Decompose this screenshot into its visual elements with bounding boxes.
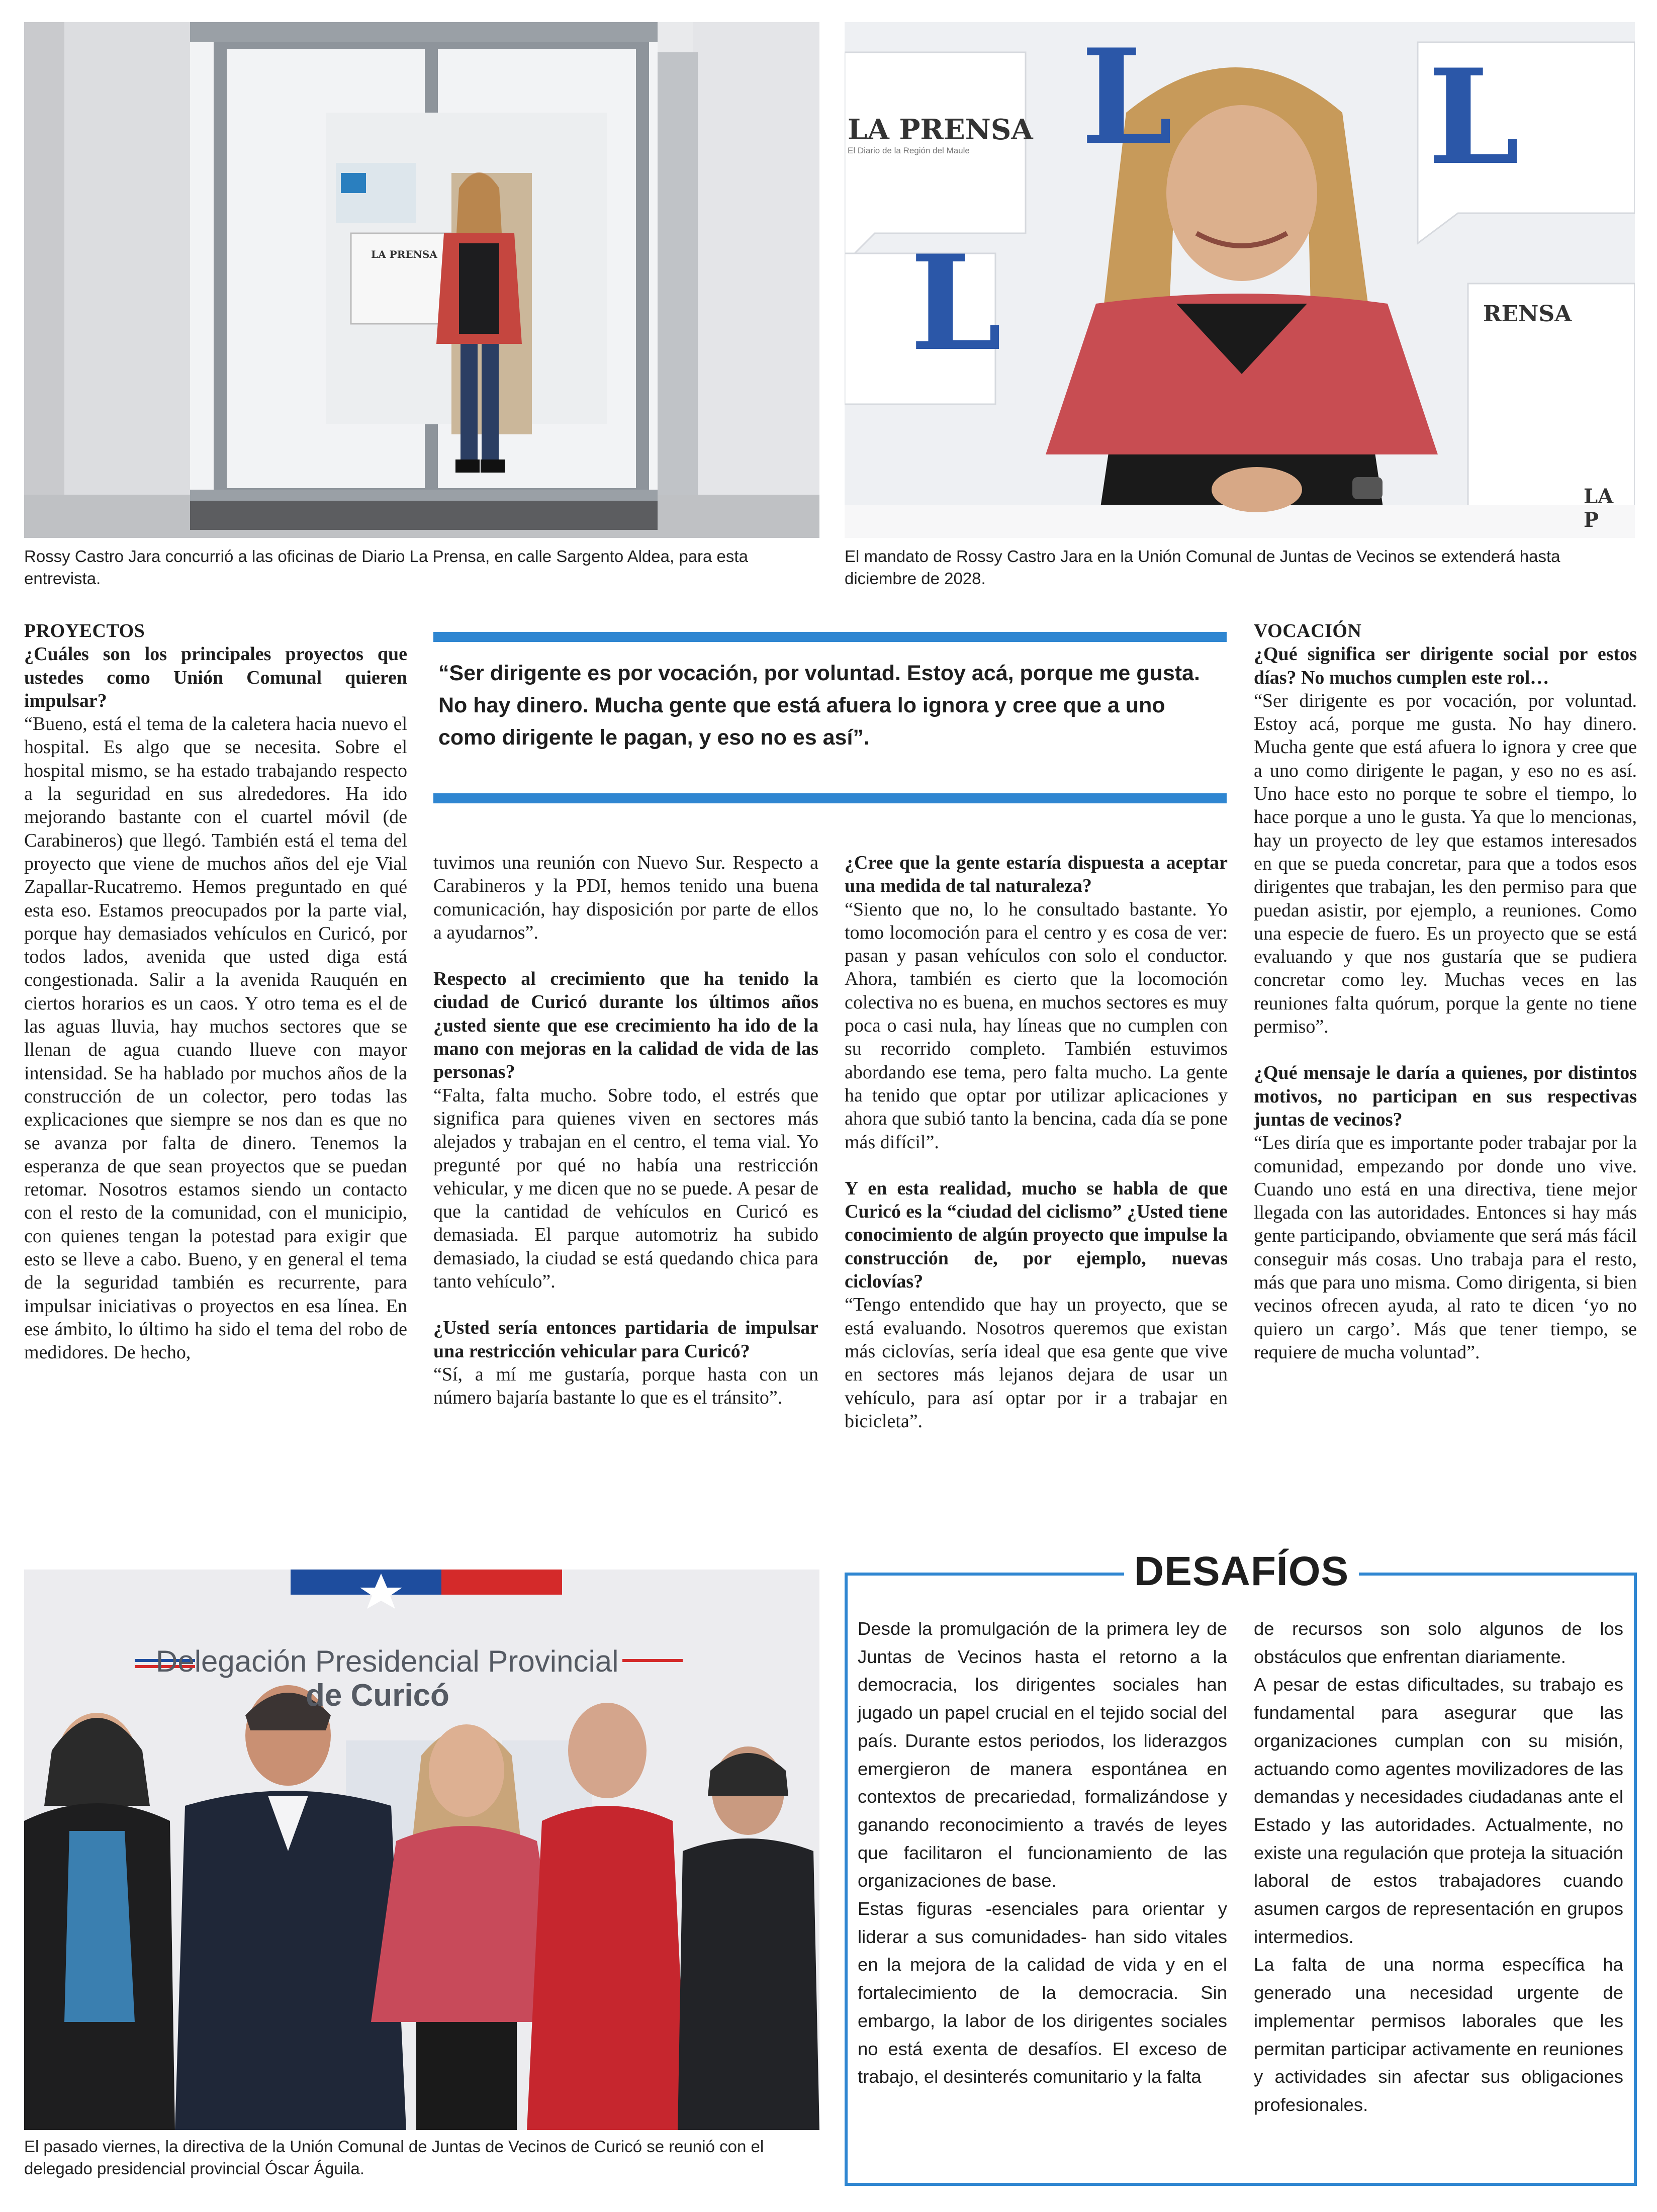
article-column-1 — [24, 619, 407, 1364]
pull-quote: “Ser dirigente es por vocación, por voluntad. Estoy acá, porque me gusta. No hay dinero. Mucha gente que está afuera lo ignora y cree que a uno como dirigente le pagan, y eso no es así”. — [438, 661, 1200, 750]
question: ¿Usted sería entonces partidaria de impulsar una restricción vehicular para Curicó? — [433, 1317, 818, 1362]
desafios-right-column — [1254, 1615, 1623, 2119]
answer: “Les diría que es importante poder trabajar por la comunidad, empezando por donde uno vive. Cuando uno está en una directiva, tiene mejor llegada con las autoridades. Entonces si hay más gente participando, obviamente que será más fácil conseguir más cosas. Uno trabaja para el resto, más que para uno misma. Como dirigenta, si bien vecinos ofrecen ayuda, al rato te dicen ‘yo no quiero un cargo’. Más que tener tiempo, se requiere de mucha voluntad”. — [1254, 1132, 1637, 1363]
backdrop-tagline: El Diario de la Región del Maule — [848, 146, 970, 155]
article-column-3 — [845, 851, 1228, 1433]
entrance-photo — [24, 22, 819, 538]
answer: “Falta, falta mucho. Sobre todo, el estrés que significa para quienes viven en sectores más alejados y trabajan en el centro, el tema vial. Yo pregunté por qué no había una restricción vehicular, y me dicen que no se puede. A pesar de que la cantidad de vehículos en Curicó es demasiada. El parque automotriz ha subido demasiado, la ciudad se está quedando chica para tanto vehículo”. — [433, 1084, 818, 1293]
group-photo — [24, 1570, 819, 2130]
desafios-left-column — [858, 1615, 1227, 2091]
question: ¿Cree que la gente estaría dispuesta a aceptar una medida de tal naturaleza? — [845, 852, 1228, 897]
desafios-title: DESAFÍOS — [1124, 1551, 1359, 1592]
question: ¿Cuáles son los principales proyectos que ustedes como Unión Comunal quieren impulsar? — [24, 643, 407, 711]
section-heading-proyectos: PROYECTOS — [24, 620, 145, 641]
banner-line-2: de Curicó — [306, 1678, 449, 1713]
desafios-paragraph: La falta de una norma específica ha generado una necesidad urgente de implementar permisos laborales que les permitan participar activamente en reuniones y actividades sin afectar sus obligaciones profesionales. — [1254, 1954, 1623, 2115]
backdrop-l-logo: L — [1428, 41, 1520, 194]
desafios-paragraph: A pesar de estas dificultades, su trabajo es fundamental para asegurar que las organizaciones cumplan con su misión, actuando como agentes movilizadores de las demandas y necesidades ciudadanas ante el Estado y las autoridades. Actualmente, no existe una regulación que proteja la situación laboral de estos trabajadores cuando asumen cargos de representación en grupos intermedios. — [1254, 1674, 1623, 1947]
question: ¿Qué significa ser dirigente social por estos días? No muchos cumplen este rol… — [1254, 643, 1637, 688]
portrait-photo — [845, 22, 1635, 538]
desafios-paragraph: Desde la promulgación de la primera ley de Juntas de Vecinos hasta el retorno a la democracia, los dirigentes sociales han jugado un papel crucial en el tejido social del país. Durante estos periodos, los liderazgos emergieron de manera espontánea en contextos de precariedad, formalizándose y ganando reconocimiento a través de leyes que facilitaron el funcionamiento de las organizaciones de base. — [858, 1618, 1227, 1891]
article-column-2 — [433, 851, 818, 1410]
question: Respecto al crecimiento que ha tenido la ciudad de Curicó durante los últimos años ¿usted siente que ese crecimiento ha ido de la mano con mejoras en la calidad de vida de las personas? — [433, 968, 818, 1083]
portrait-photo-caption: El mandato de Rossy Castro Jara en la Unión Comunal de Juntas de Vecinos se extenderá hasta diciembre de 2028. — [845, 547, 1560, 588]
door-sign: LA PRENSA — [371, 248, 437, 260]
article-column-4 — [1254, 619, 1637, 1364]
pull-quote-bottom-bar — [433, 793, 1227, 803]
answer: “Bueno, está el tema de la caletera hacia nuevo el hospital. Es algo que se necesita. Sobre el hospital mismo, se ha estado trabajando respecto a la seguridad en sus alrededores. Ha ido mejorando bastante con el cuartel móvil (de Carabineros) que llegó. También está el tema del proyecto que viene de muchos años del eje Vial Zapallar-Rucatremo. Hemos preguntado en qué esta eso. Estamos preocupados por la parte vial, porque hay demasiados vehículos en Curicó, por todos lados, avenida que usted diga está congestionada. Salir a la avenida Rauquén en ciertos horarios es un caos. Y otro tema es el de las aguas lluvia, hay muchos sectores que se llenan de agua cuando llueve con mayor intensidad. Se ha hablado por muchos años de la construcción de un colector, pero todas las explicaciones que siempre se nos dan es que no se avanza por falta de dinero. Tenemos la esperanza de que sean proyectos que se puedan retomar. Nosotros estamos siendo un contacto con el resto de la comunidad, con el municipio, con quienes tengan la potestad para exigir que esto se lleve a cabo. Bueno, y en general el tema de la seguridad también es recurrente, para impulsar iniciativas o proyectos en esa línea. En ese ámbito, lo último ha sido el tema del robo de medidores. De hecho, — [24, 713, 407, 1363]
pull-quote-top-bar — [433, 632, 1227, 642]
answer: “Siento que no, lo he consultado bastante. Yo tomo locomoción para el centro y es cosa de ver: pasan y pasan vehículos con solo el conductor. Ahora, también es cierto que la locomoción colectiva no es buena, en muchos sectores es muy poca o casi nula, hay líneas que no cumplen con su recorrido completo. También estuvimos abordando ese tema, pero falta mucho. La gente ha tenido que optar por utilizar aplicaciones y ahora que subió tanto la bencina, cada día se pone más difícil”. — [845, 898, 1228, 1153]
backdrop-l-logo: L — [910, 227, 1002, 380]
desafios-paragraph: Estas figuras -esenciales para orientar y liderar a sus comunidades- han sido vitales en la mejora de la calidad de vida y en el fortalecimiento de la democracia. Sin embargo, la labor de los dirigentes sociales no está exenta de desafíos. El exceso de trabajo, el desinterés comunitario y la falta — [858, 1898, 1227, 2087]
answer: tuvimos una reunión con Nuevo Sur. Respecto a Carabineros y la PDI, hemos tenido una buena comunicación, hay disposición por parte de ellos a ayudarnos”. — [433, 852, 818, 943]
section-heading-vocacion: VOCACIÓN — [1254, 620, 1362, 641]
group-photo-caption: El pasado viernes, la directiva de la Unión Comunal de Juntas de Vecinos de Curicó se reunió con el delegado presidencial provincial Óscar Águila. — [24, 2137, 764, 2178]
backdrop-brand-small: LA P — [1584, 485, 1614, 532]
desafios-paragraph: de recursos son solo algunos de los obstáculos que enfrentan diariamente. — [1254, 1618, 1623, 1667]
entrance-photo-caption: Rossy Castro Jara concurrió a las oficinas de Diario La Prensa, en calle Sargento Aldea, para esta entrevista. — [24, 547, 748, 588]
backdrop-brand: LA PRENSA — [848, 113, 1033, 146]
question: Y en esta realidad, mucho se habla de que Curicó es la “ciudad del ciclismo” ¿Usted tiene conocimiento de algún proyecto que impulse la construcción de, por ejemplo, nuevas ciclovías? — [845, 1177, 1228, 1293]
banner-line-1: Delegación Presidencial Provincial — [156, 1644, 619, 1678]
question: ¿Qué mensaje le daría a quienes, por distintos motivos, no participan en sus respectivas juntas de vecinos? — [1254, 1062, 1637, 1130]
answer: “Tengo entendido que hay un proyecto, que se está evaluando. Nosotros queremos que existan más ciclovías, sería ideal que esa gente que vive en sectores más lejanos dejara de usar un vehículo, para así optar por ir a trabajar en bicicleta”. — [845, 1294, 1228, 1432]
answer: “Ser dirigente es por vocación, por voluntad. Estoy acá, porque me gusta. No hay dinero. Mucha gente que está afuera lo ignora y cree que a uno como dirigente le pagan, y eso no es así. Uno hace esto no porque te sobre el tiempo, lo hace porque a uno le gusta. Ya que lo mencionas, hay un proyecto de ley que estamos interesados en que se pueda concretar, para que a todos esos dirigentes que trabajan, les den permiso para que puedan asistir, por ejemplo, a reuniones. Como una especie de fuero. Es un proyecto que se está evaluando y que nos gustaría que se pudiera concretar como ley. Muchas veces en las reuniones falta quórum, porque la gente no tiene permiso”. — [1254, 690, 1637, 1038]
backdrop-l-logo: L — [1081, 22, 1173, 174]
backdrop-brand-partial: RENSA — [1483, 301, 1572, 327]
answer: “Sí, a mí me gustaría, porque hasta con un número bajaría bastante lo que es el tránsito”. — [433, 1363, 818, 1409]
